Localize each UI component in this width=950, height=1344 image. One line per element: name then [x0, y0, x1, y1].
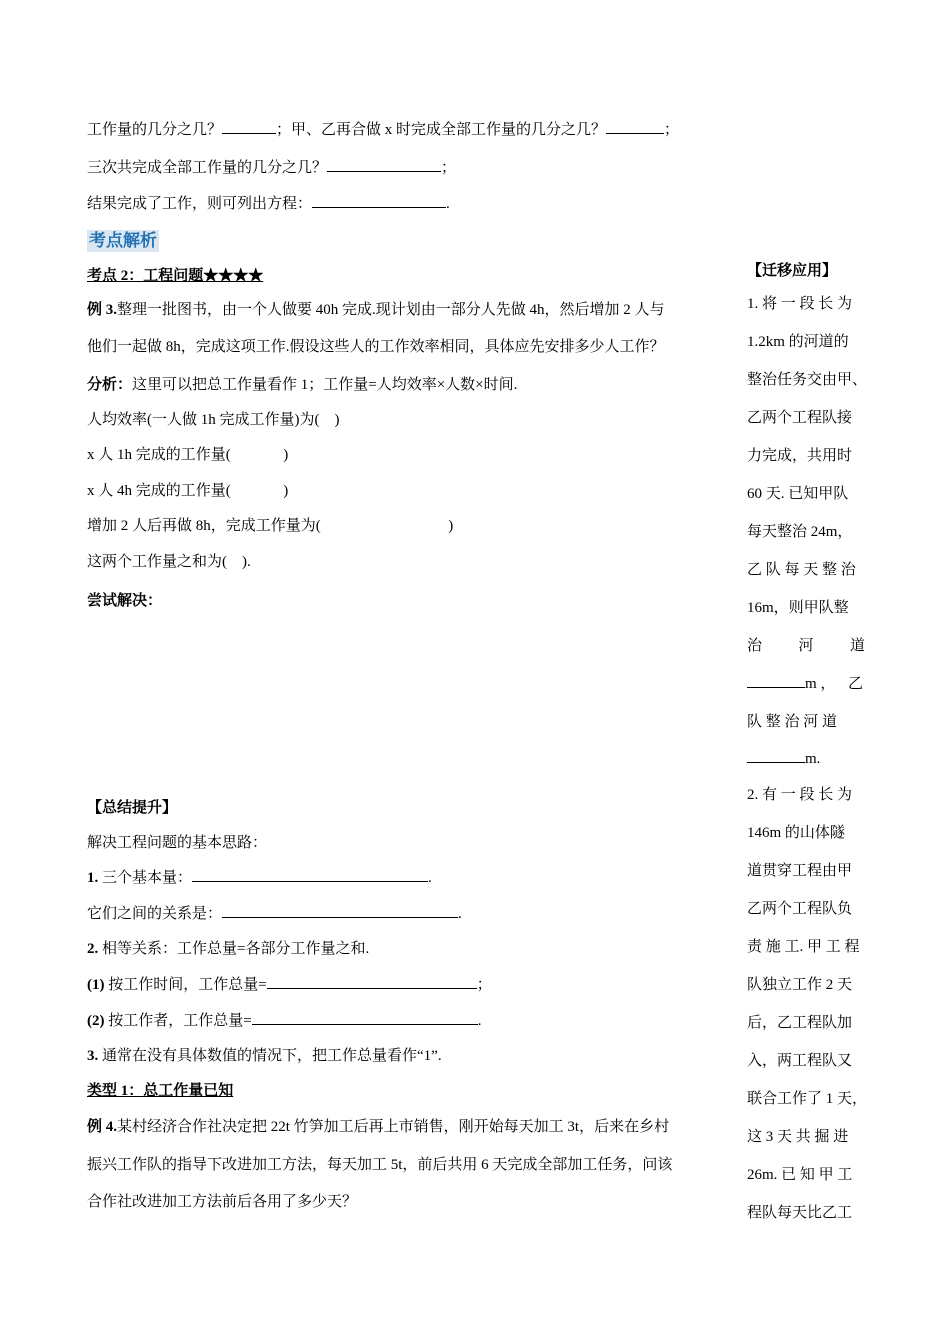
analysis-label: 分析： — [87, 377, 133, 393]
text: . — [477, 1013, 482, 1029]
example-label: 例 4. — [87, 1119, 118, 1135]
summary-intro: 解决工程问题的基本思路： — [87, 835, 268, 851]
item-number: 1. — [87, 870, 99, 886]
side-q1-line: 60 天. 已知甲队 — [747, 486, 849, 502]
side-q1-line: 每天整治 24m， — [747, 524, 853, 540]
section-heading — [87, 226, 159, 251]
side-q1-answer-2 — [747, 748, 865, 768]
side-q2-line: 这 3 天 共 掘 进 — [747, 1129, 849, 1145]
answer-blank[interactable] — [606, 119, 664, 134]
item-number: 2. — [87, 941, 99, 957]
text: 三个基本量： — [98, 870, 193, 886]
text: 治 — [747, 638, 763, 654]
answer-blank[interactable] — [252, 1010, 478, 1025]
side-title: 【迁移应用】 — [747, 263, 838, 279]
answer-blank[interactable] — [327, 157, 441, 172]
summary-item-1 — [87, 866, 432, 887]
example-4-line-3: 合作社改进加工方法前后各用了多少天？ — [87, 1194, 358, 1210]
section-title: 考点解析 — [89, 231, 157, 251]
analysis-step-5: 这两个工作量之和为( ). — [87, 554, 251, 570]
text: 通常在没有具体数值的情况下，把工作总量看作“1”. — [98, 1048, 442, 1064]
answer-blank[interactable] — [267, 974, 477, 989]
example-3-line-2: 他们一起做 8h，完成这项工作.假设这些人的工作效率相同，具体应先安排多少人工作？ — [87, 339, 665, 355]
side-q1-line: 1. 将 一 段 长 为 — [747, 296, 853, 312]
example-label: 例 3. — [87, 302, 118, 318]
try-solve-label: 尝试解决： — [87, 593, 163, 609]
text: ； — [476, 977, 492, 993]
text: 三次共完成全部工作量的几分之几？ — [87, 160, 328, 176]
text: 按工作者，工作总量= — [104, 1013, 252, 1029]
side-q1-line: 16m，则甲队整 — [747, 600, 849, 616]
side-q2-line: 146m 的山体隧 — [747, 825, 845, 841]
side-q1-line: 1.2km 的河道的 — [747, 334, 849, 350]
example-3-line-1 — [87, 298, 665, 319]
side-q1-line — [747, 634, 865, 655]
side-q1-answer-1 — [747, 672, 865, 693]
example-4-line-1 — [87, 1115, 669, 1136]
text: 相等关系：工作总量=各部分工作量之和. — [98, 941, 370, 957]
analysis-line — [87, 373, 517, 394]
summary-item-2 — [87, 937, 369, 958]
question-line-3 — [87, 192, 450, 213]
side-q2-line: 联合工作了 1 天， — [747, 1091, 868, 1107]
text: m ， — [805, 676, 836, 692]
text: 河 — [798, 638, 814, 654]
text: 这里可以把总工作量看作 1；工作量=人均效率×人数×时间. — [132, 377, 518, 393]
side-q2-line: 2. 有 一 段 长 为 — [747, 787, 853, 803]
text: 乙 — [847, 676, 863, 692]
text: 道 — [849, 638, 865, 654]
text: 按工作时间，工作总量= — [104, 977, 267, 993]
side-q1-line: 乙 队 每 天 整 治 — [747, 562, 856, 578]
side-q2-line: 责 施 工. 甲 工 程 — [747, 939, 860, 955]
question-line-2 — [87, 156, 456, 177]
summary-item-2b — [87, 1009, 481, 1030]
text: 某村经济合作社决定把 22t 竹笋加工后再上市销售，刚开始每天加工 3t，后来在乡村 — [117, 1119, 670, 1135]
side-q1-line: 队 整 治 河 道 — [747, 714, 838, 730]
text: ； — [664, 122, 680, 138]
text: . — [428, 870, 432, 886]
text: . — [446, 196, 450, 212]
answer-blank[interactable] — [747, 673, 805, 688]
text: 结果完成了工作，则可列出方程： — [87, 196, 313, 212]
answer-blank[interactable] — [312, 193, 446, 208]
summary-title: 【总结提升】 — [87, 800, 178, 816]
analysis-step-2: x 人 1h 完成的工作量( ) — [87, 447, 289, 463]
example-4-line-2: 振兴工作队的指导下改进加工方法，每天加工 5t，前后共用 6 天完成全部加工任务，问该 — [87, 1157, 673, 1173]
side-q2-line: 入，两工程队又 — [747, 1053, 853, 1069]
text: ；甲、乙再合做 x 时完成全部工作量的几分之几？ — [276, 122, 607, 138]
point-2-title: 考点 2：工程问题★★★★ — [87, 268, 264, 284]
text: ； — [441, 160, 457, 176]
text: m. — [805, 751, 821, 767]
side-q2-line: 程队每天比乙工 — [747, 1205, 853, 1221]
answer-blank[interactable] — [222, 903, 458, 918]
answer-blank[interactable] — [222, 119, 276, 134]
analysis-step-1: 人均效率(一人做 1h 完成工作量)为( ) — [87, 412, 340, 428]
question-line-1 — [87, 118, 679, 139]
analysis-step-4: 增加 2 人后再做 8h，完成工作量为( ) — [87, 518, 454, 534]
side-q2-line: 队独立工作 2 天 — [747, 977, 853, 993]
item-number: (1) — [87, 977, 105, 993]
type-1-title: 类型 1：总工作量已知 — [87, 1083, 234, 1099]
answer-blank[interactable] — [747, 748, 805, 763]
answer-blank[interactable] — [192, 867, 428, 882]
item-number: (2) — [87, 1013, 105, 1029]
side-q2-line: 乙两个工程队负 — [747, 901, 853, 917]
side-q2-line: 道贯穿工程由甲 — [747, 863, 853, 879]
item-number: 3. — [87, 1048, 99, 1064]
summary-item-3 — [87, 1044, 442, 1065]
side-q2-line: 26m. 已 知 甲 工 — [747, 1167, 853, 1183]
summary-item-1b — [87, 902, 462, 923]
text: 它们之间的关系是： — [87, 906, 223, 922]
text: 整理一批图书，由一个人做要 40h 完成.现计划由一部分人先做 4h，然后增加 2 人与 — [117, 302, 665, 318]
summary-item-2a — [87, 973, 492, 994]
text: 工作量的几分之几？ — [87, 122, 223, 138]
side-q1-line: 整治任务交由甲、 — [747, 372, 868, 388]
side-q2-line: 后，乙工程队加 — [747, 1015, 853, 1031]
text: . — [458, 906, 462, 922]
analysis-step-3: x 人 4h 完成的工作量( ) — [87, 483, 289, 499]
side-q1-line: 乙两个工程队接 — [747, 410, 853, 426]
side-q1-line: 力完成，共用时 — [747, 448, 853, 464]
